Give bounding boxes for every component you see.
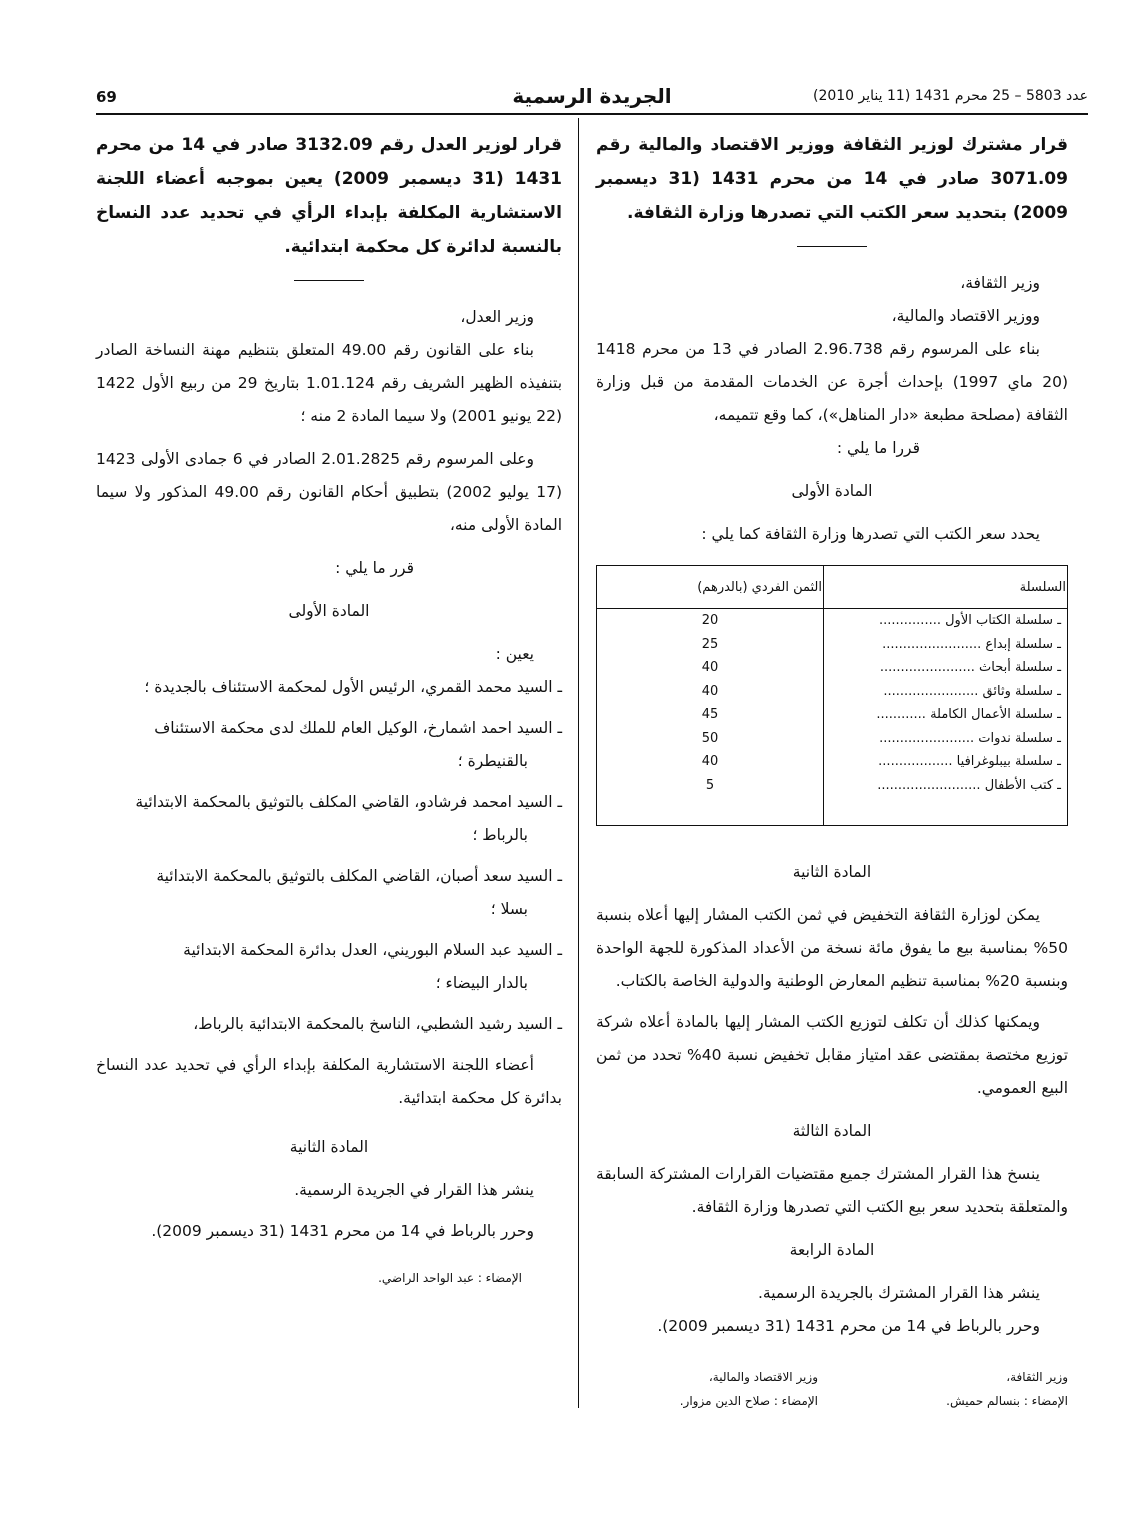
preamble: بناء على المرسوم رقم 2.96.738 الصادر في 13 من محرم 1418 (20 ماي 1997) بإحداث أجرة عن الخدمات المقدمة من قبل وزارة الثقافة (مصلحة مطبعة «دار المناهل»)، كما وقع تتميمه، (596, 340, 1068, 424)
series-price: 40 (597, 656, 824, 680)
table-row (597, 703, 1068, 727)
series-name: ـ سلسلة وثائق ....................... (824, 680, 1068, 704)
member-line: ـ السيد احمد اشمارخ، الوكيل العام للملك لدى محكمة الاستئناف (154, 719, 562, 737)
table-row (597, 680, 1068, 704)
article-1-title: المادة الأولى (791, 482, 873, 500)
member-line: ـ السيد محمد القمري، الرئيس الأول لمحكمة الاستئناف بالجديدة ؛ (144, 678, 562, 696)
list-item (96, 1008, 562, 1041)
preamble-2: وعلى المرسوم رقم 2.01.2825 الصادر في 6 جمادى الأولى 1423 (17 يوليو 2002) بتطبيق أحكام القانون رقم 49.00 المذكور ولا سيما المادة الأولى منه، (96, 450, 562, 534)
series-price: 40 (597, 680, 824, 704)
member-line: ـ السيد عبد السلام البوريني، العدل بدائرة المحكمة الابتدائية (183, 941, 562, 959)
table-row (597, 609, 1068, 633)
article-2-paragraph-1: يمكن لوزارة الثقافة التخفيض في ثمن الكتب المشار إليها أعلاه بنسبة 50% بمناسبة بيع ما يفوق مائة نسخة من الأعداد المذكورة للجهة الواحدة وبنسبة 20% بمناسبة تنظيم المعارض الوطنية والدولية الخاصة بالكتاب. (596, 906, 1068, 990)
article-3-text: ينسخ هذا القرار المشترك جميع مقتضيات القرارات المشتركة السابقة والمتعلقة بتحديد سعر بيع الكتب التي تصدرها وزارة الثقافة. (596, 1165, 1068, 1216)
article-2-title: المادة الثانية (289, 1138, 369, 1156)
member-line: ـ السيد رشيد الشطبي، الناسخ بالمحكمة الابتدائية بالرباط، (193, 1015, 562, 1033)
title-separator (294, 280, 364, 281)
table-row-empty (597, 797, 1068, 826)
sig-culture-title: وزير الثقافة، (1006, 1370, 1068, 1384)
preamble-1: بناء على القانون رقم 49.00 المتعلق بتنظيم مهنة النساخة الصادر بتنفيذه الظهير الشريف رقم 1.01.124 بتاريخ 29 من ربيع الأول 1422 (22 يونيو 2001) ولا سيما المادة 2 منه ؛ (96, 341, 563, 425)
series-name: ـ سلسلة الأعمال الكاملة ............ (824, 703, 1068, 727)
series-price: 45 (597, 703, 824, 727)
sig-culture-name: الإمضاء : بنسالم حميش. (946, 1394, 1068, 1408)
article-3-title: المادة الثالثة (792, 1122, 872, 1140)
decided-text: قرر ما يلي : (335, 559, 414, 577)
list-item (96, 934, 562, 1000)
issue-info: عدد 5803 – 25 محرم 1431 (11 يناير 2010) (812, 88, 1088, 104)
series-price: 5 (597, 774, 824, 798)
member-line: ـ السيد امحمد فرشادو، القاضي المكلف بالتوثيق بالمحكمة الابتدائية (135, 793, 562, 811)
appoints-text: يعين : (495, 645, 534, 663)
list-item (96, 671, 562, 704)
table-row (597, 633, 1068, 657)
list-item (96, 786, 562, 852)
page-number: 69 (96, 88, 117, 106)
member-continuation: بالقنيطرة ؛ (457, 752, 528, 770)
col-price-header: الثمن الفردي (بالدرهم) (597, 566, 824, 609)
series-name: ـ سلسلة أبحاث ....................... (824, 656, 1068, 680)
done-at: وحرر بالرباط في 14 من محرم 1431 (31 ديسمبر 2009). (151, 1222, 534, 1240)
decree-title-culture: قرار مشترك لوزير الثقافة ووزير الاقتصاد والمالية رقم 3071.09 صادر في 14 من محرم 1431 (31 ديسمبر 2009) بتحديد سعر الكتب التي تصدرها وزارة الثقافة. (596, 135, 1068, 223)
article-4-text: ينشر هذا القرار المشترك بالجريدة الرسمية. (758, 1284, 1040, 1302)
series-price: 50 (597, 727, 824, 751)
series-price: 40 (597, 750, 824, 774)
col-series-header: السلسلة (824, 566, 1068, 609)
series-name: ـ كتب الأطفال ......................... (824, 774, 1068, 798)
series-price: 20 (597, 609, 824, 633)
article-2-paragraph-2: ويمكنها كذلك أن تكلف لتوزيع الكتب المشار إليها بالمادة أعلاه شركة توزيع مختصة بمقتضى عقد امتياز مقابل تخفيض نسبة 40% تحدد من ثمن البيع العمومي. (596, 1013, 1069, 1097)
series-name: ـ سلسلة ندوات ....................... (824, 727, 1068, 751)
header-rule (96, 113, 1088, 115)
article-2-text: ينشر هذا القرار في الجريدة الرسمية. (294, 1181, 534, 1199)
series-name: ـ سلسلة إبداع ........................ (824, 633, 1068, 657)
table-header-row (597, 566, 1068, 609)
series-price: 25 (597, 633, 824, 657)
member-continuation: بالرباط ؛ (472, 826, 528, 844)
member-line: ـ السيد سعد أصبان، القاضي المكلف بالتوثيق بالمحكمة الابتدائية (156, 867, 562, 885)
column-divider (578, 118, 579, 1408)
table-row (597, 656, 1068, 680)
page-header (96, 84, 1088, 114)
minister-justice: وزير العدل، (460, 308, 534, 326)
done-at: وحرر بالرباط في 14 من محرم 1431 (31 ديسمبر 2009). (657, 1317, 1040, 1335)
article-2-title: المادة الثانية (792, 863, 872, 881)
member-continuation: بالدار البيضاء ؛ (435, 974, 528, 992)
minister-finance: ووزير الاقتصاد والمالية، (891, 307, 1040, 325)
decree-title-justice: قرار لوزير العدل رقم 3132.09 صادر في 14 من محرم 1431 (31 ديسمبر 2009) يعين بموجبه أعضاء اللجنة الاستشارية المكلفة بإبداء الرأي في تحديد عدد النساخ بالنسبة لدائرة كل محكمة ابتدائية. (96, 135, 562, 257)
signatures (596, 1361, 1068, 1408)
article-4-title: المادة الرابعة (789, 1241, 875, 1259)
sig-finance-title: وزير الاقتصاد والمالية، (708, 1370, 818, 1384)
series-name: ـ سلسلة بيبلوغرافيا .................. (824, 750, 1068, 774)
list-item (96, 712, 562, 778)
book-price-table (596, 565, 1068, 826)
article-1-text: يحدد سعر الكتب التي تصدرها وزارة الثقافة كما يلي : (701, 525, 1040, 543)
article-1-title: المادة الأولى (288, 602, 370, 620)
journal-name: الجريدة الرسمية (512, 84, 672, 108)
sig-finance-name: الإمضاء : صلاح الدين مزوار. (679, 1394, 818, 1408)
left-column (96, 128, 562, 1302)
decided-text: قررا ما يلي : (836, 439, 920, 457)
table-row (597, 750, 1068, 774)
minister-culture: وزير الثقافة، (960, 274, 1040, 292)
members-role: أعضاء اللجنة الاستشارية المكلفة بإبداء الرأي في تحديد عدد النساخ بدائرة كل محكمة ابتدائية. (96, 1056, 562, 1107)
series-name: ـ سلسلة الكتاب الأول ............... (824, 609, 1068, 633)
table-row (597, 727, 1068, 751)
sig-justice-name: الإمضاء : عبد الواحد الراضي. (378, 1271, 522, 1285)
signatures (96, 1262, 562, 1302)
title-separator (797, 246, 867, 247)
right-column (596, 128, 1069, 1408)
table-row (597, 774, 1068, 798)
list-item (96, 860, 562, 926)
member-continuation: بسلا ؛ (490, 900, 528, 918)
